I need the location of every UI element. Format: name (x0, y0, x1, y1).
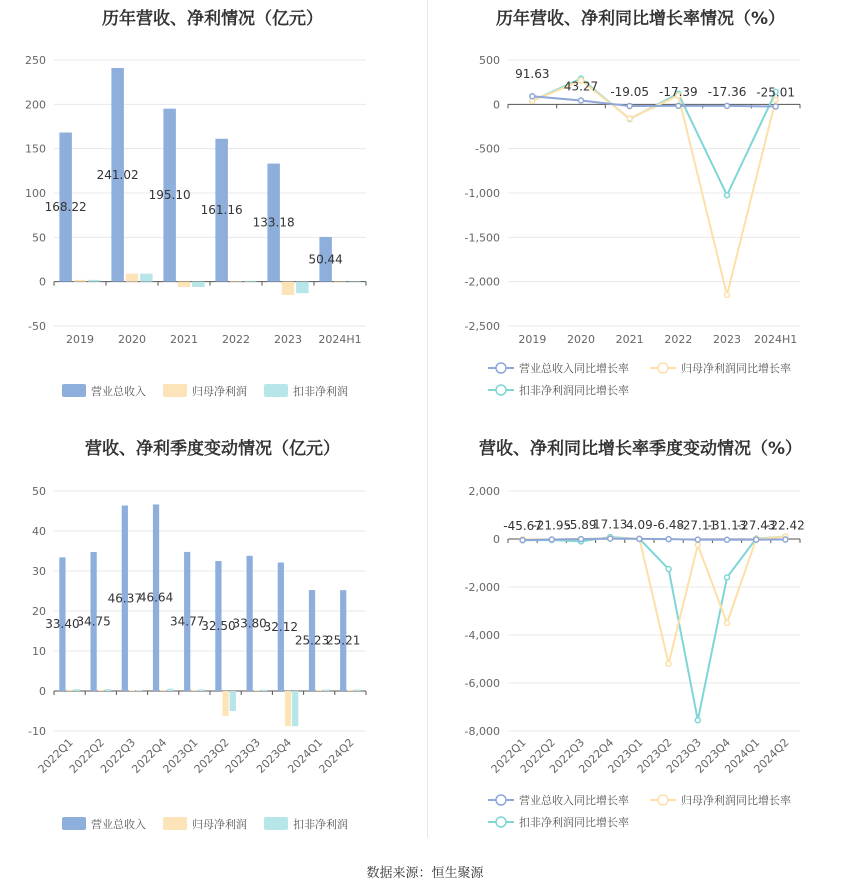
legend-marker (496, 795, 506, 805)
annual-line-chart (428, 0, 850, 410)
data-label: -45.67 (503, 519, 542, 534)
x-tick-label: 2023Q4 (693, 735, 734, 776)
chart-title: 历年营收、净利同比增长率情况（%） (495, 9, 786, 29)
data-label: 241.02 (96, 167, 139, 182)
data-point (725, 292, 730, 297)
legend-swatch (264, 384, 288, 397)
x-tick-label: 2019 (518, 333, 547, 346)
data-point (627, 104, 632, 109)
bar-net-profit (178, 282, 190, 287)
y-tick-label: -2,500 (464, 320, 500, 333)
legend-swatch (264, 817, 288, 830)
chart-title: 营收、净利季度变动情况（亿元） (85, 439, 340, 459)
data-label: 4.09 (626, 517, 653, 532)
x-tick-label: 2021 (170, 333, 198, 346)
legend-marker (496, 363, 506, 373)
data-label: 32.12 (263, 619, 299, 634)
data-label: -31.13 (707, 518, 747, 533)
data-point (627, 116, 632, 121)
bar-net-profit (334, 282, 346, 283)
bar-deducted-net-profit (292, 691, 298, 726)
bar-net-profit (347, 690, 353, 691)
legend-label: 扣非净利润 (293, 385, 348, 398)
series-line-net-profit-growth (523, 537, 786, 664)
y-tick-label: 50 (32, 485, 46, 498)
x-tick-label: 2020 (118, 333, 146, 346)
bar-net-profit (191, 690, 197, 691)
data-label: 33.40 (45, 617, 80, 632)
x-tick-label: 2023Q1 (605, 735, 646, 776)
data-point (549, 537, 554, 542)
data-label: -25.01 (756, 85, 796, 100)
legend-marker (496, 817, 506, 827)
y-tick-label: 250 (25, 54, 46, 67)
legend-swatch (62, 817, 86, 830)
legend-label: 扣非净利润同比增长率 (519, 816, 629, 829)
bar-deducted-net-profit (354, 689, 360, 691)
x-tick-label: 2023Q2 (634, 735, 675, 776)
x-tick-label: 2022Q2 (66, 735, 107, 776)
chart-title: 历年营收、净利情况（亿元） (102, 9, 323, 29)
data-label: 46.64 (138, 590, 174, 605)
data-point (579, 537, 584, 542)
chart-title: 营收、净利同比增长率季度变动情况（%） (478, 439, 803, 459)
y-tick-label: -4,000 (464, 629, 500, 642)
legend-label: 营业总收入同比增长率 (519, 362, 629, 375)
y-tick-label: 10 (32, 645, 46, 658)
data-label: 34.77 (170, 614, 205, 629)
y-tick-label: -2,000 (464, 275, 500, 289)
legend-label: 归母净利润 (192, 818, 247, 831)
x-tick-label: 2020 (567, 333, 595, 346)
x-tick-label: 2024Q2 (751, 735, 792, 776)
bar-deducted-net-profit (74, 689, 80, 691)
y-tick-label: 0 (39, 685, 46, 698)
bar-net-profit (254, 690, 260, 691)
data-point (666, 537, 671, 542)
bar-deducted-net-profit (244, 281, 256, 282)
data-label: -27.43 (736, 518, 776, 533)
x-tick-label: 2024H1 (754, 333, 798, 346)
x-tick-label: 2024Q1 (285, 735, 326, 776)
x-tick-label: 2022 (664, 333, 693, 346)
legend-label: 营业总收入同比增长率 (519, 794, 629, 807)
bar-deducted-net-profit (192, 282, 204, 287)
y-tick-label: 0 (39, 275, 46, 289)
quarterly-revenue-profit-panel (0, 430, 425, 860)
data-label: 91.63 (515, 67, 550, 82)
data-point (773, 104, 778, 109)
y-tick-label: 20 (32, 605, 46, 618)
annual-bar-chart (0, 0, 425, 410)
x-tick-label: 2021 (615, 333, 644, 346)
bar-net-profit (74, 280, 86, 282)
data-point (520, 538, 525, 543)
data-point (579, 98, 584, 103)
x-tick-label: 2019 (66, 333, 94, 346)
data-point (725, 621, 730, 626)
y-tick-label: 200 (25, 98, 46, 112)
data-point (530, 94, 535, 99)
annual-revenue-profit-panel (0, 0, 425, 430)
x-tick-label: 2023Q1 (160, 735, 201, 776)
legend-label: 扣非净利润同比增长率 (519, 384, 629, 397)
legend-marker (658, 795, 668, 805)
data-label: 33.80 (232, 616, 267, 631)
bar-net-profit (230, 281, 242, 282)
data-label: 25.21 (326, 633, 361, 648)
x-tick-label: 2023Q4 (254, 735, 295, 776)
data-label: -17.39 (658, 84, 698, 99)
quarterly-bar-chart (0, 430, 425, 840)
data-point (754, 537, 759, 542)
data-point (725, 103, 730, 108)
y-tick-label: -8,000 (464, 725, 500, 738)
data-point (695, 543, 700, 548)
quarterly-line-chart (428, 430, 850, 840)
bar-net-profit (285, 691, 291, 726)
data-point (725, 193, 730, 198)
data-label: 43.27 (563, 79, 599, 94)
legend-label: 扣非净利润 (293, 818, 348, 831)
bar-deducted-net-profit (105, 689, 111, 691)
data-label: -21.95 (532, 518, 572, 533)
y-tick-label: -1,500 (464, 231, 500, 245)
x-tick-label: 2022Q2 (517, 735, 558, 776)
bar-deducted-net-profit (198, 689, 204, 691)
data-source: 数据来源：恒生聚源 (366, 866, 484, 881)
bar-net-profit (98, 690, 104, 691)
x-tick-label: 2023 (274, 333, 302, 346)
bar-net-profit (222, 691, 228, 716)
legend-label: 营业总收入 (91, 385, 146, 398)
bar-deducted-net-profit (167, 689, 173, 691)
x-tick-label: 2022Q1 (488, 735, 529, 776)
data-label: 34.75 (76, 614, 111, 629)
bar-deducted-net-profit (348, 282, 360, 283)
y-tick-label: 40 (32, 525, 46, 538)
data-label: 17.13 (593, 517, 628, 532)
x-tick-label: 2022Q3 (547, 735, 588, 776)
annual-growth-panel (428, 0, 850, 430)
legend-label: 归母净利润同比增长率 (681, 362, 791, 375)
y-tick-label: -50 (28, 320, 46, 333)
bar-net-profit (126, 274, 138, 282)
data-point (695, 537, 700, 542)
data-point (637, 536, 642, 541)
legend-label: 归母净利润 (192, 385, 247, 398)
legend-marker (496, 385, 506, 395)
y-tick-label: 150 (25, 142, 46, 156)
x-tick-label: 2024Q1 (722, 735, 763, 776)
bar-deducted-net-profit (230, 691, 236, 711)
y-tick-label: 0 (493, 98, 500, 112)
legend-marker (658, 363, 668, 373)
data-point (608, 536, 613, 541)
data-label: -19.05 (610, 85, 650, 100)
x-tick-label: 2022Q4 (129, 735, 170, 776)
data-label: 46.37 (107, 591, 143, 606)
bar-net-profit (66, 690, 72, 691)
data-label: 133.18 (252, 215, 295, 230)
data-point (666, 661, 671, 666)
data-label: 161.16 (200, 203, 243, 218)
x-tick-label: 2023 (713, 333, 741, 346)
x-tick-label: 2024Q2 (316, 735, 357, 776)
x-tick-label: 2022Q3 (98, 735, 139, 776)
y-tick-label: 100 (25, 187, 46, 200)
data-label: -27.11 (678, 518, 718, 533)
x-tick-label: 2024H1 (318, 333, 362, 346)
bar-deducted-net-profit (140, 274, 152, 282)
y-tick-label: -2,000 (464, 581, 500, 594)
data-point (676, 103, 681, 108)
data-label: 195.10 (148, 188, 191, 203)
x-tick-label: 2023Q3 (663, 735, 704, 776)
data-label: -17.36 (707, 84, 747, 99)
bar-deducted-net-profit (296, 282, 308, 294)
y-tick-label: 2,000 (468, 485, 500, 498)
legend-label: 归母净利润同比增长率 (681, 794, 791, 807)
bar-deducted-net-profit (88, 280, 100, 282)
series-line-deducted-profit-growth (523, 537, 786, 721)
y-tick-label: 500 (479, 54, 500, 67)
y-tick-label: 30 (32, 565, 46, 578)
y-tick-label: -500 (475, 142, 500, 156)
data-point (725, 575, 730, 580)
x-tick-label: 2022 (222, 333, 250, 346)
bar-net-profit (282, 282, 294, 295)
bar-deducted-net-profit (261, 690, 267, 691)
series-line-net-profit-growth (532, 80, 775, 295)
data-label: 168.22 (44, 200, 87, 215)
x-tick-label: 2022Q4 (576, 735, 617, 776)
bar-net-profit (316, 690, 322, 691)
data-point (725, 537, 730, 542)
bar-deducted-net-profit (323, 689, 329, 691)
data-point (695, 718, 700, 723)
quarterly-growth-panel (428, 430, 850, 860)
x-tick-label: 2023Q2 (191, 735, 232, 776)
data-label: -6.48 (653, 518, 685, 533)
x-tick-label: 2022Q1 (35, 735, 76, 776)
data-label: 32.50 (201, 619, 236, 633)
legend-swatch (163, 384, 187, 397)
data-label: -5.89 (565, 518, 597, 533)
legend-swatch (163, 817, 187, 830)
x-tick-label: 2023Q3 (222, 735, 263, 776)
y-tick-label: 50 (32, 231, 46, 245)
bar-net-profit (160, 690, 166, 691)
data-point (783, 537, 788, 542)
y-tick-label: -6,000 (464, 677, 500, 690)
bar-deducted-net-profit (136, 690, 142, 691)
data-label: -22.42 (766, 518, 805, 533)
bar-net-profit (129, 690, 135, 691)
series-line-revenue-growth (523, 539, 786, 541)
legend-swatch (62, 384, 86, 397)
data-label: 50.44 (308, 252, 343, 267)
y-tick-label: -1,000 (464, 187, 500, 200)
data-label: 25.23 (294, 633, 330, 648)
legend-label: 营业总收入 (91, 818, 146, 831)
data-point (666, 567, 671, 572)
y-tick-label: -10 (28, 725, 46, 738)
y-tick-label: 0 (493, 533, 500, 546)
